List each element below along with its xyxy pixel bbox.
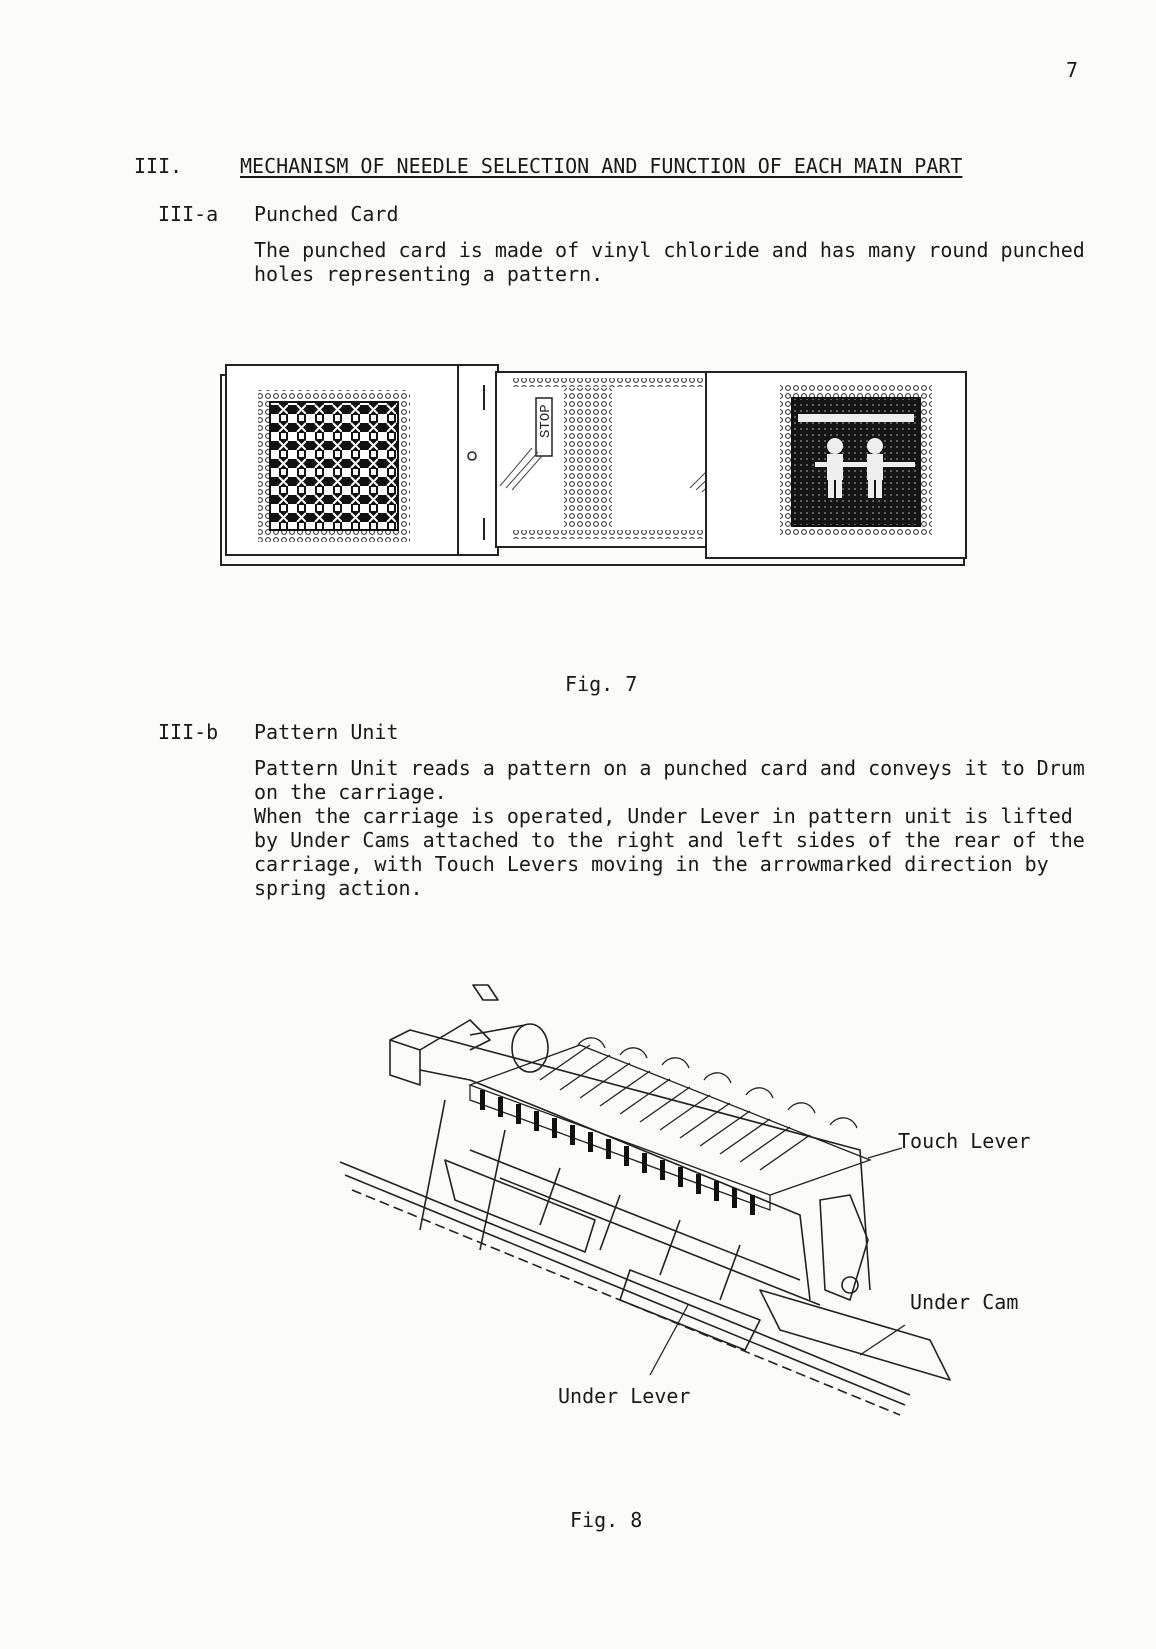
paragraph-line: holes representing a pattern. <box>254 262 604 286</box>
subsection-a-number: III-a <box>158 202 219 226</box>
page-number: 7 <box>1066 58 1079 82</box>
label-under-lever: Under Lever <box>558 1384 691 1408</box>
stop-label: STOP <box>538 404 554 438</box>
subsection-b-number: III-b <box>158 720 219 744</box>
section-title: MECHANISM OF NEEDLE SELECTION AND FUNCTION OF EACH MAIN PART <box>240 154 963 178</box>
paragraph-line: carriage, with Touch Levers moving in the arrowmarked direction by <box>254 852 1049 876</box>
fig8-caption: Fig. 8 <box>570 1508 643 1532</box>
section-number: III. <box>134 154 183 178</box>
label-under-cam: Under Cam <box>910 1290 1019 1314</box>
subsection-a-title: Punched Card <box>254 202 399 226</box>
paragraph-line: When the carriage is operated, Under Lever in pattern unit is lifted <box>254 804 1073 828</box>
fig7-caption: Fig. 7 <box>565 672 638 696</box>
paragraph-line: on the carriage. <box>254 780 447 804</box>
paragraph-line: by Under Cams attached to the right and left sides of the rear of the <box>254 828 1085 852</box>
paragraph-line: spring action. <box>254 876 423 900</box>
paragraph-line: Pattern Unit reads a pattern on a punched card and conveys it to Drum <box>254 756 1085 780</box>
paragraph-line: The punched card is made of vinyl chloride and has many round punched <box>254 238 1085 262</box>
label-touch-lever: Touch Lever <box>898 1129 1031 1153</box>
subsection-b-title: Pattern Unit <box>254 720 399 744</box>
